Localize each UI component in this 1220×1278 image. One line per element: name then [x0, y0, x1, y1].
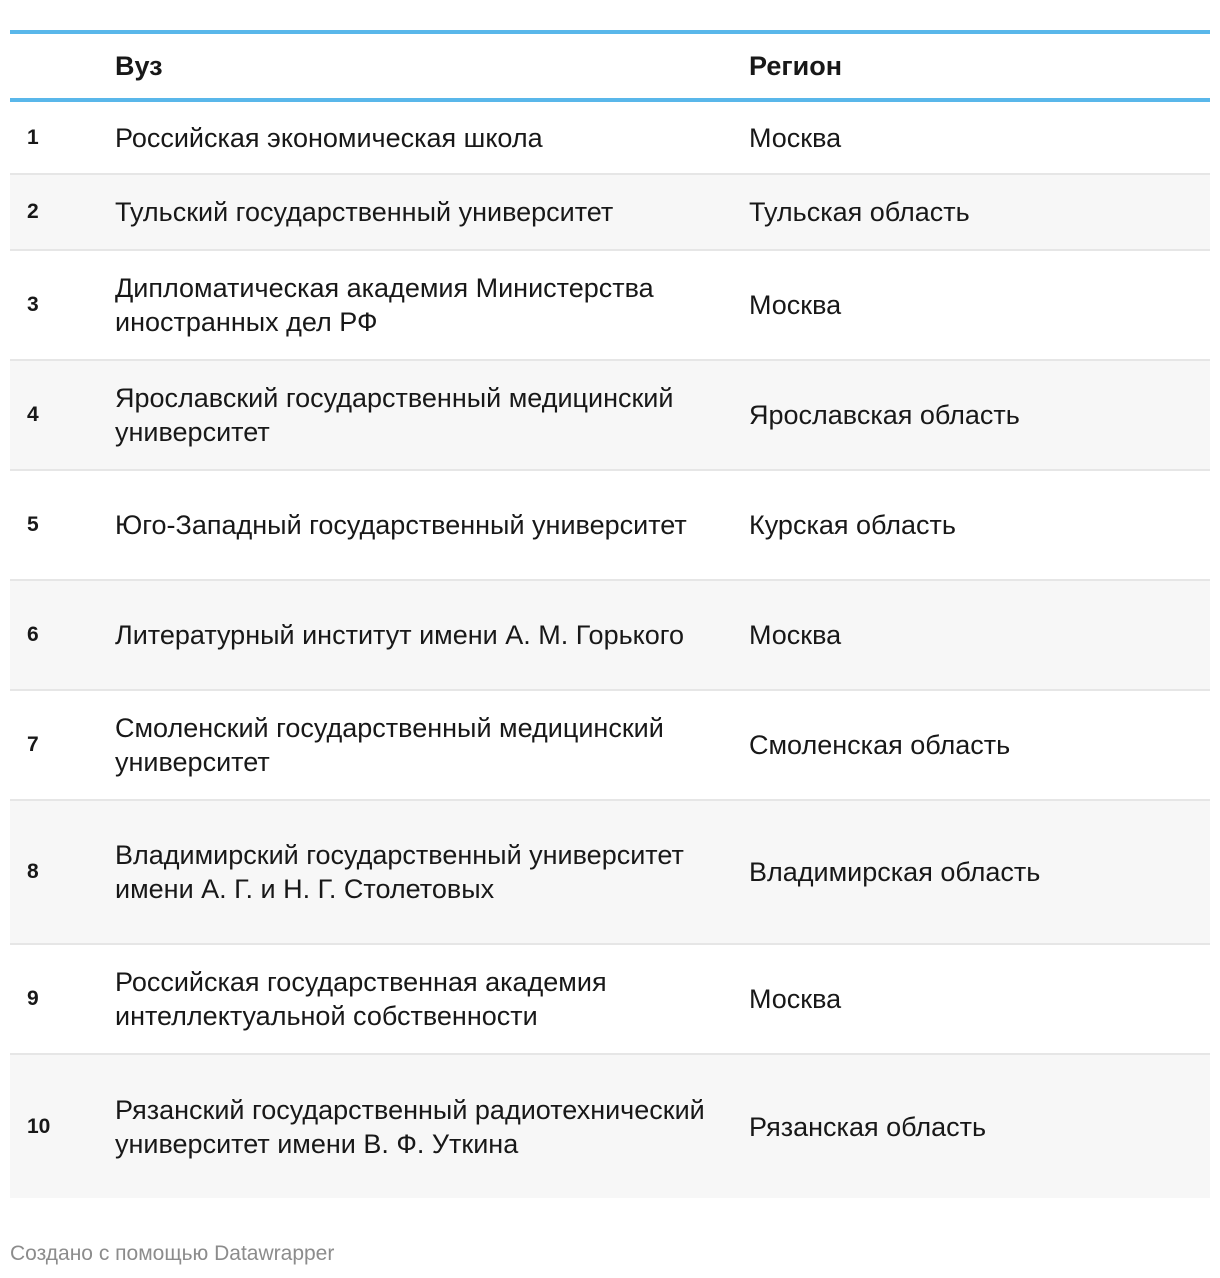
table-container — [10, 30, 1210, 1198]
rank-cell: 10 — [27, 1114, 51, 1138]
table-row — [10, 800, 1210, 944]
rank-cell: 5 — [27, 513, 39, 536]
university-cell: Юго-Западный государственный университет — [115, 510, 687, 540]
region-cell: Москва — [749, 290, 842, 320]
table-row — [10, 580, 1210, 690]
university-cell: Российская государственная академия интеллектуальной собственности — [115, 967, 607, 1031]
datawrapper-credit: Создано с помощью Datawrapper — [10, 1242, 335, 1265]
university-cell: Российская экономическая школа — [115, 122, 543, 153]
table-row — [10, 690, 1210, 800]
rank-cell: 4 — [27, 403, 39, 426]
university-cell: Рязанский государственный радиотехнический университет имени В. Ф. Уткина — [115, 1094, 705, 1159]
table-row — [10, 100, 1210, 174]
rank-cell: 1 — [27, 125, 39, 149]
region-cell: Тульская область — [749, 197, 970, 227]
region-cell: Курская область — [749, 510, 956, 540]
rank-cell: 2 — [27, 200, 39, 223]
region-cell: Москва — [749, 620, 842, 650]
region-cell: Рязанская область — [749, 1111, 987, 1142]
rank-cell: 6 — [27, 623, 39, 646]
university-cell: Смоленский государственный медицинский университет — [115, 713, 664, 777]
table-row — [10, 174, 1210, 250]
rank-cell: 3 — [27, 293, 39, 316]
table-row — [10, 1054, 1210, 1198]
university-cell: Ярославский государственный медицинский университет — [115, 383, 674, 447]
region-cell: Владимирская область — [749, 857, 1041, 887]
region-cell: Москва — [749, 984, 842, 1014]
table-row — [10, 944, 1210, 1054]
region-cell: Ярославская область — [749, 400, 1020, 430]
table-row — [10, 360, 1210, 470]
table-row — [10, 470, 1210, 580]
university-cell: Литературный институт имени А. М. Горького — [115, 620, 685, 650]
table-row — [10, 250, 1210, 360]
region-cell: Москва — [749, 122, 842, 153]
rank-cell: 8 — [27, 860, 39, 883]
ranking-table — [10, 30, 1210, 1198]
header-region: Регион — [749, 50, 842, 81]
table-header-row — [10, 32, 1210, 100]
rank-cell: 7 — [27, 733, 39, 756]
header-university: Вуз — [115, 50, 163, 81]
header-rank — [10, 32, 115, 100]
university-cell: Владимирский государственный университет имени А. Г. и Н. Г. Столетовых — [115, 840, 684, 904]
region-cell: Смоленская область — [749, 730, 1011, 760]
university-cell: Тульский государственный университет — [115, 197, 614, 227]
rank-cell: 9 — [27, 987, 39, 1010]
university-cell: Дипломатическая академия Министерства иностранных дел РФ — [115, 273, 654, 337]
